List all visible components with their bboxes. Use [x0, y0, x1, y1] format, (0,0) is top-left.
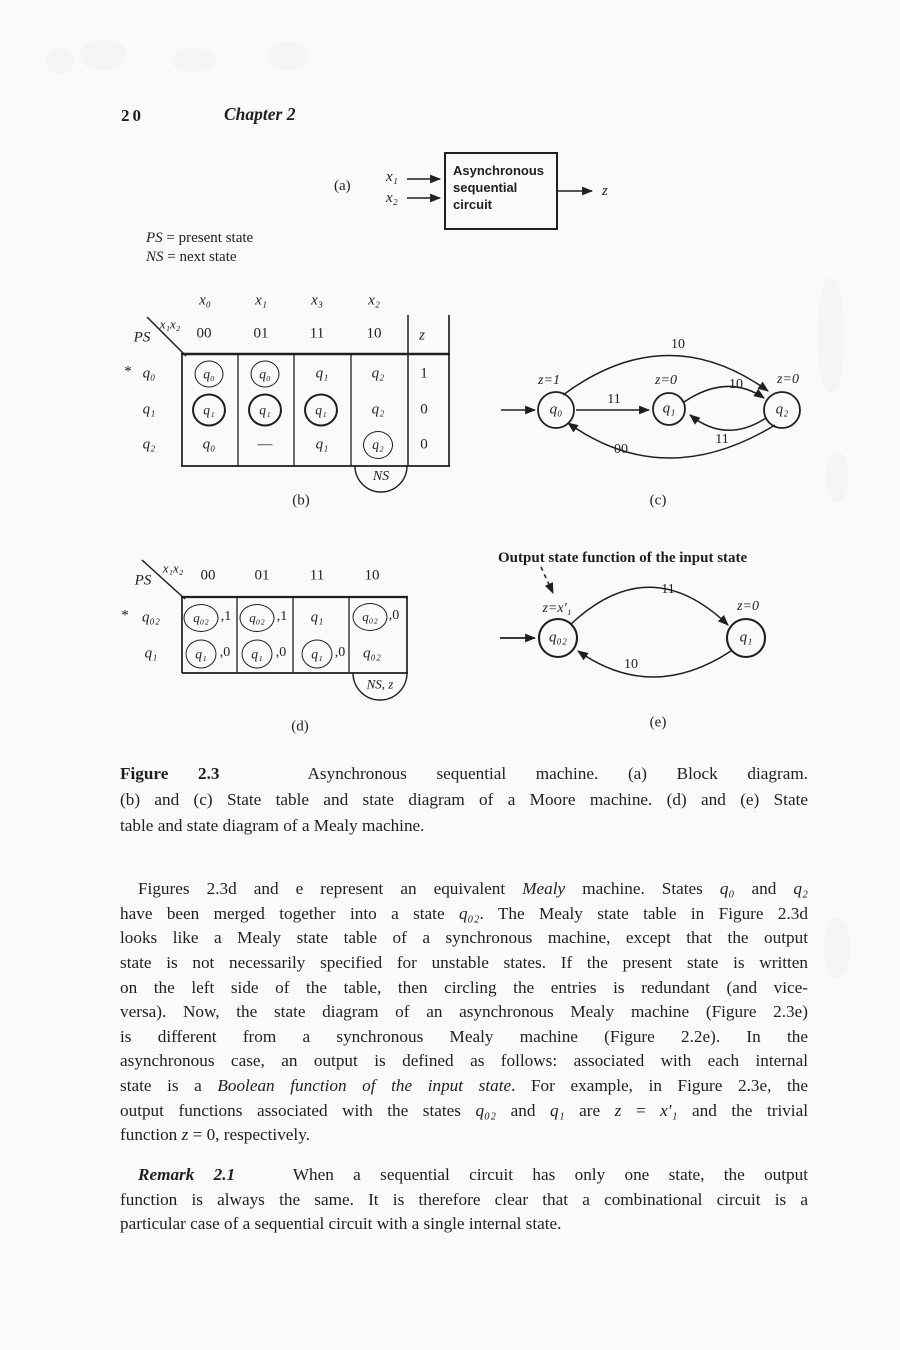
text-segment: x′₁	[660, 1100, 678, 1120]
text-segment: Boolean function of the input state	[217, 1076, 512, 1096]
stable-state-cell	[186, 640, 217, 669]
transition-q1-q02-bottom	[578, 651, 731, 677]
stable-state-cell	[363, 431, 393, 459]
col-head: 11	[309, 567, 325, 584]
row-label: q₁	[144, 645, 158, 662]
text-segment: q₀₂	[475, 1100, 497, 1120]
body-line	[120, 1025, 808, 1050]
text-segment: particular case of a sequential circuit with a single internal state.	[120, 1214, 562, 1234]
body-line	[120, 1099, 808, 1124]
cell-value: q₀	[259, 366, 271, 381]
text-segment: Asynchronous sequential machine. (a) Block diagram.	[219, 764, 808, 783]
text-segment: and the trivial	[677, 1100, 808, 1120]
edge-label: 00	[614, 442, 628, 457]
input-state-name: x₂	[368, 292, 380, 309]
state-label: q₂	[775, 401, 789, 418]
caption-line	[120, 813, 808, 839]
body-line	[120, 1074, 808, 1099]
text-segment: q₀	[719, 879, 735, 898]
cell-value: q₁	[315, 402, 327, 417]
part-label-d: (d)	[291, 718, 309, 735]
stable-state-cell	[304, 394, 338, 427]
body-line	[120, 902, 808, 927]
text-segment: PS	[146, 230, 163, 246]
stable-state-cell	[251, 361, 280, 388]
transition-q02-q1-top	[571, 587, 728, 625]
body-line	[120, 1000, 808, 1025]
x1x2-header: x₁x₂	[162, 560, 184, 576]
transition-q1-q2	[684, 386, 764, 402]
remark-paragraph	[120, 1163, 808, 1237]
cell-output: ,0	[388, 608, 400, 623]
cell-output: ,0	[219, 645, 231, 660]
body-line	[120, 1123, 808, 1148]
body-line	[120, 976, 808, 1001]
part-label-a: (a)	[334, 178, 351, 194]
text-segment: NS	[146, 249, 164, 265]
text-segment: . For example, in Figure 2.3e, the	[511, 1076, 808, 1096]
col-head: 10	[366, 325, 382, 342]
initial-state-star: *	[121, 607, 129, 624]
remark-line	[120, 1163, 808, 1188]
text-segment: = 0, respectively.	[188, 1125, 310, 1145]
edge-label: 10	[624, 657, 638, 672]
text-segment: z	[181, 1125, 189, 1145]
edge-label: 10	[671, 337, 685, 352]
text-segment: = next state	[163, 249, 237, 265]
z-value: 0	[420, 401, 428, 418]
stable-state-cell	[353, 603, 388, 631]
cell-value: q₁	[195, 646, 207, 661]
col-head: 01	[253, 325, 269, 342]
scan-artifact	[268, 42, 308, 70]
ps-header: PS	[134, 572, 152, 589]
legend-ps	[146, 231, 253, 246]
stable-state-cell	[240, 604, 275, 632]
body-line	[120, 1049, 808, 1074]
text-segment: asynchronous case, an output is defined as follows: associated with each internal	[120, 1051, 808, 1071]
stable-state-cell	[248, 394, 282, 427]
stable-state-cell	[242, 640, 273, 669]
stable-state-cell	[302, 640, 333, 669]
output-annotation: z=1	[538, 373, 560, 388]
col-head: 00	[196, 325, 212, 342]
text-segment: output functions associated with the states	[120, 1100, 476, 1120]
ns-label: NS	[372, 469, 390, 484]
col-head: 00	[200, 567, 216, 584]
stable-state-cell	[195, 361, 224, 388]
part-label-c: (c)	[649, 492, 667, 509]
cell-value: q₁	[310, 609, 324, 626]
cell-value: q₁	[251, 646, 263, 661]
col-head: 10	[364, 567, 380, 584]
text-segment: q₂	[793, 879, 808, 898]
caption-line	[120, 787, 808, 813]
output-annotation: z=0	[655, 373, 677, 388]
col-head: 01	[254, 567, 270, 584]
text-segment: =	[621, 1100, 661, 1120]
input-label-x1: x₁	[386, 169, 398, 185]
edge-label: 11	[661, 582, 675, 597]
text-segment: looks like a Mealy state table of a synchronous machine, except that the output	[120, 928, 808, 948]
chapter-heading: Chapter 2	[224, 104, 296, 124]
text-segment: state is a	[120, 1076, 218, 1096]
text-segment: = present state	[162, 230, 254, 246]
z-col-head: z	[419, 327, 425, 344]
text-segment: and	[734, 879, 794, 898]
circuit-box-line3: circuit	[453, 197, 493, 212]
edge-label: 11	[715, 432, 729, 447]
part-label-b: (b)	[292, 492, 310, 509]
body-line	[120, 951, 808, 976]
cell-value: q₀	[203, 366, 215, 381]
row-label: q₂	[142, 436, 156, 453]
input-label-x2: x₂	[386, 190, 398, 206]
state-label: q₁	[662, 400, 676, 417]
cell-value: q₁	[259, 402, 271, 417]
col-head: 11	[309, 325, 325, 342]
cell-value: q₁	[315, 436, 329, 453]
diagram-annotation: Output state function of the input state	[498, 550, 748, 566]
cell-output: ,0	[275, 645, 287, 660]
cell-output: ,1	[276, 609, 288, 624]
cell-value: q₁	[315, 365, 329, 382]
text-segment: Figures 2.3d and e represent an equivalent	[138, 879, 523, 898]
cell-value: q₀₂	[362, 609, 378, 624]
state-label: q₀	[549, 401, 563, 418]
dont-care-dash: —	[257, 436, 273, 453]
page-number: 20	[121, 106, 144, 125]
scan-artifact	[818, 278, 844, 393]
text-segment: machine. States	[565, 879, 720, 898]
row-label: q₁	[142, 401, 156, 418]
z-value: 1	[420, 365, 428, 382]
z-value: 0	[420, 436, 428, 453]
initial-state-star: *	[124, 363, 132, 380]
edge-label: 11	[607, 392, 621, 407]
cell-value: q₀₂	[363, 645, 381, 662]
text-segment: Remark 2.1	[138, 1165, 236, 1184]
text-segment: is different from a synchronous Mealy machine (Figure 2.2e). In the	[120, 1026, 808, 1046]
figure-caption	[120, 761, 808, 838]
text-segment: q₁	[549, 1100, 565, 1120]
cell-value: q₂	[372, 437, 384, 452]
output-label-z: z	[602, 183, 608, 199]
row-label: q₀₂	[142, 609, 160, 626]
state-label: q₀₂	[549, 629, 567, 646]
output-annotation: z=0	[737, 599, 759, 614]
cell-value: q₂	[371, 365, 385, 382]
circuit-box-line2: sequential	[453, 180, 518, 195]
x1x2-header: x₁x₂	[159, 316, 181, 332]
text-segment: on the left side of the table, then circling the entries is redundant (and vice-	[120, 977, 808, 997]
text-segment: state is not necessarily specified for unstable states. If the present state is written	[120, 952, 808, 972]
annotation-dashed-arrow	[541, 567, 553, 593]
remark-line	[120, 1188, 808, 1213]
body-line	[120, 926, 808, 951]
cell-output: ,0	[334, 645, 346, 660]
body-line	[120, 877, 808, 902]
text-segment: q₀₂	[458, 903, 480, 923]
cell-value: q₀	[202, 436, 216, 453]
circuit-box-line1: Asynchronous	[453, 163, 545, 178]
input-state-name: x₁	[255, 292, 267, 309]
scan-artifact	[46, 48, 74, 74]
cell-value: q₁	[203, 402, 215, 417]
cell-value: q₂	[371, 401, 385, 418]
input-state-name: x₀	[199, 292, 211, 309]
transition-q2-q1	[690, 415, 766, 430]
text-segment: Mealy	[522, 879, 566, 898]
ps-header: PS	[133, 329, 151, 346]
remark-line	[120, 1212, 808, 1237]
cell-value: q₀₂	[249, 610, 265, 625]
moore-state-diagram-strokes	[501, 355, 800, 458]
text-segment: When a sequential circuit has only one state, the output	[235, 1165, 808, 1184]
state-label: q₁	[739, 629, 753, 646]
legend-ns	[146, 250, 237, 265]
stable-state-cell	[184, 604, 219, 632]
text-segment: have been merged together into a state	[120, 903, 459, 923]
body-paragraph	[120, 877, 808, 1148]
output-annotation: z=x′₁	[542, 601, 572, 616]
cell-value: q₁	[311, 646, 323, 661]
caption-line	[120, 761, 808, 787]
scan-artifact	[80, 40, 126, 70]
part-label-e: (e)	[649, 714, 667, 731]
text-segment: are	[564, 1100, 615, 1120]
scan-artifact	[824, 918, 850, 978]
cell-output: ,1	[220, 609, 232, 624]
scan-artifact	[172, 48, 216, 72]
stable-state-cell	[192, 394, 226, 427]
text-segment: table and state diagram of a Mealy machine.	[120, 815, 425, 835]
text-segment: . The Mealy state table in Figure 2.3d	[479, 903, 808, 923]
output-annotation: z=0	[777, 372, 799, 387]
scan-artifact	[826, 452, 848, 502]
text-segment: z	[614, 1100, 622, 1120]
text-segment: versa). Now, the state diagram of an asynchronous Mealy machine (Figure 2.3e)	[120, 1002, 808, 1022]
text-segment: Figure 2.3	[120, 764, 220, 783]
cell-value: q₀₂	[193, 610, 209, 625]
text-segment: and	[496, 1100, 550, 1120]
text-segment: function	[120, 1125, 182, 1145]
text-segment: function is always the same. It is therefore clear that a combinational circuit is a	[120, 1189, 808, 1209]
row-label: q₀	[142, 365, 156, 382]
ns-z-label: NS, z	[366, 676, 394, 692]
transition-q2-q0-bottom	[568, 423, 775, 458]
input-state-name: x₃	[311, 292, 323, 309]
text-segment: (b) and (c) State table and state diagram of a Moore machine. (d) and (e) State	[120, 789, 808, 809]
edge-label: 10	[729, 377, 743, 392]
